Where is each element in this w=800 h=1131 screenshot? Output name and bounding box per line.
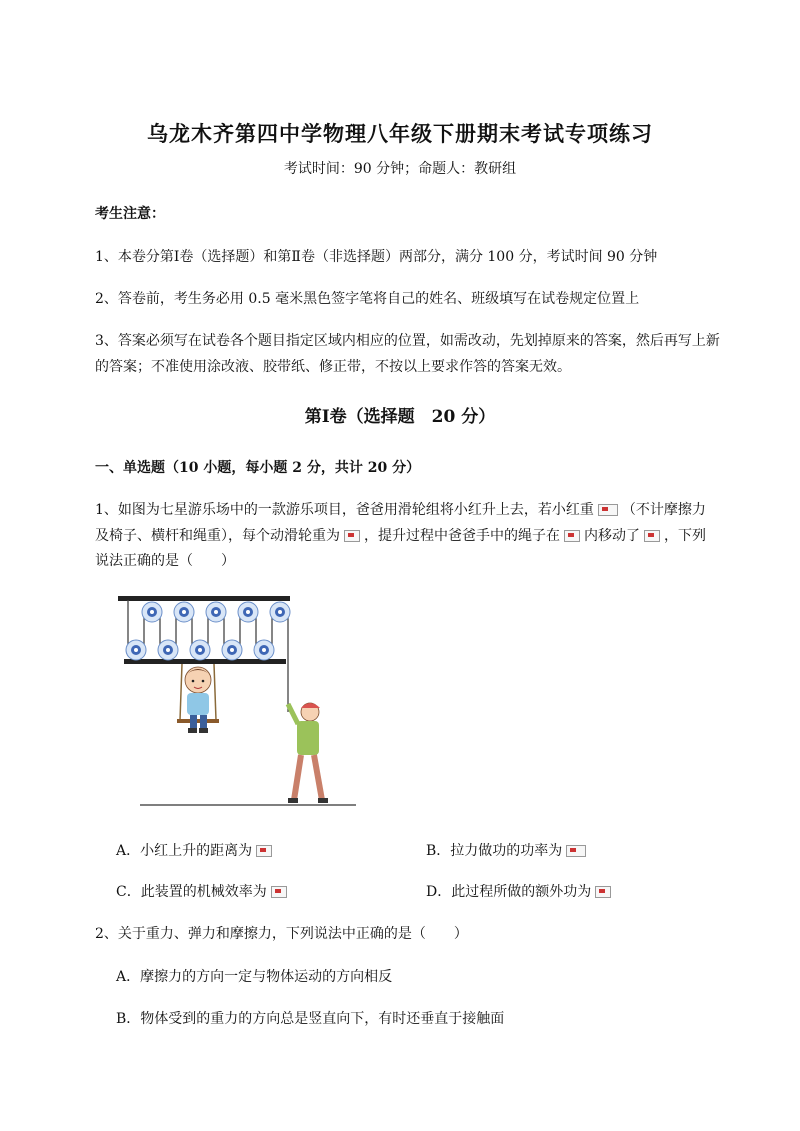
notice-item-2: 2、答卷前，考生务必用 0.5 毫米黑色签字笔将自己的姓名、班级填写在试卷规定位置上 — [95, 291, 640, 307]
q1-text: ，下列 — [664, 528, 706, 544]
child-figure — [177, 667, 219, 733]
q1-option-c[interactable] — [116, 881, 291, 901]
formula-image-icon — [598, 504, 618, 516]
q1-text: ，提升过程中爸爸手中的绳子在 — [364, 528, 560, 544]
option-label: C．此装置的机械效率为 — [116, 884, 267, 900]
q1-line-1 — [95, 499, 706, 519]
q1-option-a[interactable] — [116, 840, 276, 860]
page-subtitle: 考试时间：90 分钟；命题人：教研组 — [283, 161, 517, 177]
formula-image-icon — [344, 530, 360, 542]
notice-item-3-cont: 的答案；不准使用涂改液、胶带纸、修正带，不按以上要求作答的答案无效。 — [95, 359, 571, 375]
notice-item-1: 1、本卷分第Ⅰ卷（选择题）和第Ⅱ卷（非选择题）两部分，满分 100 分，考试时间 90 分钟 — [95, 249, 658, 265]
top-beam — [118, 596, 290, 601]
notice-heading: 考生注意： — [95, 206, 165, 222]
page-title: 乌龙木齐第四中学物理八年级下册期末考试专项练习 — [147, 121, 653, 146]
formula-image-icon — [564, 530, 580, 542]
q1-text: 内移动了 — [584, 528, 640, 544]
notice-item-3: 3、答案必须写在试卷各个题目指定区域内相应的位置，如需改动，先划掉原来的答案，然后再写上新 — [95, 333, 720, 349]
pulley-illustration — [110, 588, 360, 810]
option-label: D．此过程所做的额外功为 — [426, 884, 592, 900]
q2-stem: 2、关于重力、弹力和摩擦力，下列说法中正确的是（ ） — [95, 926, 468, 942]
part-heading: 一、单选题（10 小题，每小题 2 分，共计 20 分） — [95, 460, 421, 476]
formula-image-icon — [595, 886, 611, 898]
q1-text: 1、如图为七星游乐场中的一款游乐项目，爸爸用滑轮组将小红升上去，若小红重 — [95, 502, 594, 518]
q2-option-b[interactable]: B．物体受到的重力的方向总是竖直向下，有时还垂直于接触面 — [116, 1011, 505, 1027]
moving-pulleys — [126, 640, 274, 660]
q1-line-2 — [95, 525, 706, 545]
formula-image-icon — [566, 845, 586, 857]
q1-text: 及椅子、横杆和绳重），每个动滑轮重为 — [95, 528, 340, 544]
fixed-pulleys — [142, 602, 290, 622]
father-figure — [288, 700, 328, 803]
formula-image-icon — [271, 886, 287, 898]
section-title: 第Ⅰ卷（选择题 20 分） — [304, 407, 496, 427]
q2-option-a[interactable]: A．摩擦力的方向一定与物体运动的方向相反 — [116, 969, 393, 985]
option-label: B．拉力做功的功率为 — [426, 843, 563, 859]
q1-option-b[interactable] — [426, 840, 590, 860]
q1-line-3: 说法正确的是（ ） — [95, 553, 235, 569]
formula-image-icon — [256, 845, 272, 857]
formula-image-icon — [644, 530, 660, 542]
q1-option-d[interactable] — [426, 881, 615, 901]
q1-text: （不计摩擦力 — [621, 502, 706, 518]
option-label: A．小红上升的距离为 — [116, 843, 253, 859]
